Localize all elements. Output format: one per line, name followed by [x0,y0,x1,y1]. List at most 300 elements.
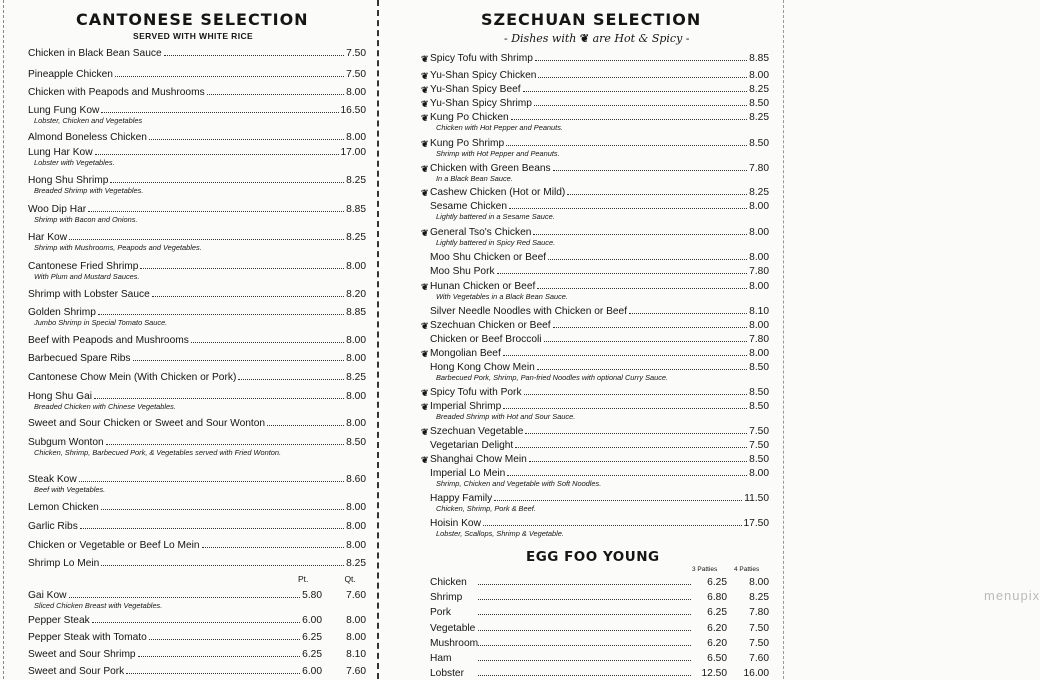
menu-item [28,288,366,301]
quart-price: 8.10 [346,649,366,660]
dot-leader [152,288,344,297]
item-description: Jumbo Shrimp in Special Tomato Sauce. [34,318,168,327]
dot-leader [110,174,344,183]
dot-leader [101,501,344,510]
item-name: Cantonese Fried Shrimp [28,261,139,272]
item-description: Lobster with Vegetables. [34,158,115,167]
dot-leader [478,652,691,661]
item-name: Garlic Ribs [28,521,78,532]
menu-item-row [28,131,366,144]
item-name: Kung Po Shrimp [430,138,505,149]
item-name: Hong Shu Gai [28,391,92,402]
pepper-icon: ❦ [421,427,429,437]
item-description: Lobster, Chicken and Vegetables [34,116,143,125]
menu-item-row [430,439,769,452]
item-price: 8.00 [346,335,366,346]
item-name: Moo Shu Pork [430,266,495,277]
dot-leader [537,280,747,289]
item-price: 7.80 [749,163,769,174]
dot-leader [80,520,344,529]
item-price: 8.25 [346,175,366,186]
item-name: Imperial Shrimp [430,401,502,412]
four-patties-label: 4 Patties [734,566,760,573]
cantonese-subtitle: SERVED WITH WHITE RICE [133,31,254,41]
dot-leader [511,111,747,120]
menu-item [421,137,769,158]
menu-item [421,319,769,332]
dot-leader [98,306,344,315]
item-name: Pork [430,607,451,619]
pint-quart-item [28,631,366,644]
pepper-icon: ❦ [421,188,429,198]
menu-item-row [430,425,769,438]
menu-item [430,492,769,513]
dot-leader [537,361,747,370]
menu-item [28,68,366,81]
item-name: Happy Family [430,493,493,504]
item-name: Sweet and Sour Shrimp [28,649,136,660]
dot-leader [191,334,344,343]
dot-leader [534,97,747,106]
egg-foo-young-row [430,667,769,680]
item-price: 8.00 [346,391,366,402]
three-patties-price: 6.25 [707,577,727,588]
four-patties-price: 7.50 [749,637,769,649]
left-page-edge [3,0,4,679]
item-price: 8.60 [346,474,366,485]
item-name: Barbecued Spare Ribs [28,353,131,364]
item-name: Spicy Tofu with Pork [430,387,522,398]
item-name: Woo Dip Har [28,204,87,215]
item-name: Sweet and Sour Pork [28,666,125,677]
item-name: Szechuan Chicken or Beef [430,320,551,331]
pepper-icon: ❦ [421,139,429,149]
menu-item [28,352,366,365]
three-patties-price: 6.20 [707,622,727,634]
menu-item-row [28,648,366,661]
menu-item [28,436,366,457]
four-patties-price: 7.50 [749,622,769,634]
pepper-icon: ❦ [579,32,590,45]
dot-leader [207,86,344,95]
item-name: Kung Po Chicken [430,112,509,123]
menu-item [28,104,366,125]
item-name: Chicken in Black Bean Sauce [28,48,162,59]
dot-leader [548,251,747,260]
egg-foo-young-row [430,637,769,650]
menu-item-row [28,614,366,627]
item-price: 8.25 [346,232,366,243]
item-name: Lobster [430,668,464,680]
menu-item [28,146,366,167]
dot-leader [567,186,747,195]
item-description: Breaded Shrimp with Vegetables. [34,186,144,195]
menu-item-row [28,47,366,60]
dot-leader [149,131,344,140]
item-name: Mushroom [430,637,479,649]
dot-leader [88,203,344,212]
item-price: 8.50 [749,387,769,398]
dot-leader [202,539,345,548]
item-description: Barbecued Pork, Shrimp, Pan-fried Noodles with optional Curry Sauce. [436,373,669,382]
item-description: With Plum and Mustard Sauces. [34,272,140,281]
egg-foo-young-row [430,591,769,604]
quart-price: 7.60 [346,666,366,677]
four-patties-price: 7.60 [749,653,769,664]
dot-leader [525,425,747,434]
item-description: Chicken, Shrimp, Pork & Beef. [436,504,536,513]
item-name: Ham [430,653,452,664]
item-name: Golden Shrimp [28,307,96,318]
watermark: menupix [984,588,1040,603]
three-patties-price: 12.50 [701,668,727,680]
menu-item [421,226,769,247]
item-price: 7.50 [749,440,769,451]
item-name: Imperial Lo Mein [430,468,506,479]
item-description: Shrimp with Hot Pepper and Peanuts. [436,149,560,158]
item-name: Sesame Chicken [430,201,508,212]
menu-item [421,186,769,199]
dot-leader [538,69,747,78]
item-price: 8.00 [749,320,769,331]
item-description: Breaded Shrimp with Hot and Sour Sauce. [436,412,576,421]
pepper-icon: ❦ [421,388,429,398]
item-price: 8.00 [346,521,366,532]
menu-item-row [430,347,769,360]
dot-leader [478,576,691,585]
pint-price: 5.80 [302,590,322,601]
menu-item [28,557,366,570]
item-price: 17.00 [340,147,366,158]
menu-item-row [430,319,769,332]
item-description: Shrimp, Chicken and Vegetable with Soft Noodles. [436,479,602,488]
item-description: Shrimp with Bacon and Onions. [34,215,138,224]
item-name: Vegetable [430,622,476,634]
menu-item [28,473,366,494]
menu-item-row [430,265,769,278]
dot-leader [79,473,344,482]
item-price: 8.25 [749,187,769,198]
item-name: Shanghai Chow Mein [430,454,527,465]
szechuan-subtitle-pre: - Dishes with [504,32,577,45]
item-price: 8.00 [346,418,366,429]
menu-item-row [430,333,769,346]
menu-item [430,200,769,221]
pint-label: Pt. [298,574,309,584]
menu-item [430,467,769,488]
item-name: Yu-Shan Spicy Chicken [430,70,537,81]
menu-item-row [28,417,366,430]
dot-leader [503,347,747,356]
menu-item [28,306,366,327]
szechuan-title: SZECHUAN SELECTION [481,10,702,29]
item-price: 7.80 [749,334,769,345]
menu-item [28,417,366,430]
quart-label: Qt. [344,574,356,584]
item-name: Cantonese Chow Mein (With Chicken or Pork) [28,372,237,383]
dot-leader [101,104,338,113]
item-price: 7.80 [749,266,769,277]
menu-item-row [28,520,366,533]
menu-item [28,47,366,60]
item-name: Hoisin Kow [430,518,481,529]
dot-leader [126,665,300,674]
dot-leader [238,371,344,380]
item-name: Shrimp [430,592,463,604]
menu-item [430,305,769,318]
item-name: Beef with Peapods and Mushrooms [28,335,189,346]
item-name: Hong Kong Chow Mein [430,362,535,373]
item-name: Cashew Chicken (Hot or Mild) [430,187,566,198]
menu-item-row [430,305,769,318]
item-price: 8.25 [749,112,769,123]
egg-foo-young-title: EGG FOO YOUNG [526,549,660,565]
pepper-icon: ❦ [421,54,429,64]
pint-price: 6.00 [302,666,322,677]
item-name: Gai Kow [28,590,67,601]
item-price: 8.00 [749,348,769,359]
item-name: Szechuan Vegetable [430,426,524,437]
menu-item [430,361,769,382]
item-price: 8.00 [346,261,366,272]
dot-leader [92,614,300,623]
item-price: 8.85 [346,204,366,215]
item-price: 8.00 [346,87,366,98]
pepper-icon: ❦ [421,402,429,412]
three-patties-label: 3 Patties [692,566,718,573]
dot-leader [478,637,691,646]
menu-item-row [28,352,366,365]
item-name: Silver Needle Noodles with Chicken or Beef [430,306,628,317]
dot-leader [553,319,748,328]
item-description: Chicken, Shrimp, Barbecued Pork, & Vegetables served with Fried Wonton. [34,448,282,457]
item-name: Pineapple Chicken [28,69,113,80]
item-price: 8.25 [346,558,366,569]
item-name: Sweet and Sour Chicken or Sweet and Sour Wonton [28,418,266,429]
item-price: 8.00 [749,468,769,479]
szechuan-subtitle-post: are Hot & Spicy - [592,32,690,45]
pepper-icon: ❦ [421,321,429,331]
pepper-icon: ❦ [421,113,429,123]
item-description: Lightly battered in Spicy Red Sauce. [436,238,556,247]
dot-leader [267,417,344,426]
menu-item [28,371,366,384]
dot-leader [507,467,747,476]
menu-item-row [28,539,366,552]
item-name: Mongolian Beef [430,348,501,359]
dot-leader [515,439,747,448]
item-name: General Tso's Chicken [430,227,532,238]
item-name: Hong Shu Shrimp [28,175,109,186]
item-name: Har Kow [28,232,68,243]
dot-leader [140,260,344,269]
item-price: 11.50 [744,493,769,504]
quart-price: 7.60 [346,590,366,601]
item-price: 17.50 [743,518,769,529]
menu-item-row [430,453,769,466]
menu-item-row [430,251,769,264]
pint-price: 6.00 [302,615,322,626]
item-price: 8.85 [749,53,769,64]
dot-leader [95,146,339,155]
item-price: 8.25 [346,372,366,383]
dot-leader [509,200,747,209]
quart-price: 8.00 [346,615,366,626]
item-name: Pepper Steak with Tomato [28,632,147,643]
item-price: 8.00 [346,540,366,551]
menu-item [28,203,366,224]
menu-item [28,174,366,195]
dot-leader [483,517,742,526]
cantonese-title: CANTONESE SELECTION [76,10,309,29]
menu-item [28,501,366,514]
szechuan-subtitle [504,32,690,45]
egg-foo-young-row [430,622,769,635]
item-description: With Vegetables in a Black Bean Sauce. [436,292,568,301]
dot-leader [553,162,748,171]
three-patties-price: 6.50 [707,653,727,664]
dot-leader [69,589,301,598]
menu-item-row [28,371,366,384]
menu-item-row [430,186,769,199]
menu-item [421,425,769,438]
four-patties-price: 7.80 [749,607,769,619]
dot-leader [478,622,691,631]
pepper-icon: ❦ [421,164,429,174]
item-name: Subgum Wonton [28,437,104,448]
pint-price: 6.25 [302,649,322,660]
item-price: 8.50 [749,401,769,412]
menu-item [28,231,366,252]
menu-item-row [28,288,366,301]
four-patties-price: 16.00 [743,668,769,680]
dot-leader [523,83,748,92]
three-patties-price: 6.25 [707,607,727,619]
menu-item [430,517,769,538]
dot-leader [101,557,344,566]
item-price: 8.00 [749,252,769,263]
menu-item [28,520,366,533]
pint-quart-item [28,648,366,661]
dot-leader [478,606,691,615]
dot-leader [164,47,345,56]
item-name: Shrimp with Lobster Sauce [28,289,150,300]
item-price: 8.50 [749,138,769,149]
pepper-icon: ❦ [421,71,429,81]
dot-leader [529,453,747,462]
dot-leader [106,436,344,445]
item-name: Chicken [430,577,467,588]
egg-foo-young-row [430,606,769,619]
item-name: Hunan Chicken or Beef [430,281,536,292]
dot-leader [535,52,747,61]
four-patties-price: 8.00 [749,577,769,588]
pint-quart-item [28,614,366,627]
menu-item-row [430,83,769,96]
three-patties-price: 6.20 [707,637,727,649]
item-price: 8.00 [346,132,366,143]
menu-item [421,280,769,301]
item-price: 8.85 [346,307,366,318]
dot-leader [494,492,742,501]
dot-leader [478,591,691,600]
menu-item [430,439,769,452]
item-price: 8.00 [749,201,769,212]
item-price: 7.50 [346,48,366,59]
dot-leader [533,226,747,235]
item-description: In a Black Bean Sauce. [436,174,513,183]
item-description: Beef with Vegetables. [34,485,106,494]
pint-price: 6.25 [302,632,322,643]
dot-leader [94,390,344,399]
menu-item-row [28,86,366,99]
pint-quart-header [298,574,356,584]
item-price: 16.50 [340,105,366,116]
three-patties-price: 6.80 [707,592,727,604]
item-name: Almond Boneless Chicken [28,132,147,143]
menu-item [28,334,366,347]
menu-item [430,251,769,264]
menu-item-row [28,557,366,570]
item-price: 8.50 [346,437,366,448]
item-price: 8.50 [749,362,769,373]
dot-leader [69,231,344,240]
dot-leader [478,667,691,676]
item-name: Lung Har Kow [28,147,93,158]
column-divider [377,0,379,679]
item-name: Yu-Shan Spicy Beef [430,84,521,95]
menu-item [28,260,366,281]
item-price: 8.50 [749,98,769,109]
menu-item-row [28,501,366,514]
item-price: 8.00 [749,227,769,238]
pepper-icon: ❦ [421,349,429,359]
item-name: Chicken or Beef Broccoli [430,334,542,345]
item-price: 7.50 [749,426,769,437]
menu-item [421,386,769,399]
item-price: 8.50 [749,454,769,465]
pepper-icon: ❦ [421,99,429,109]
menu-item [28,539,366,552]
menu-item [28,390,366,411]
item-name: Shrimp Lo Mein [28,558,100,569]
quart-price: 8.00 [346,632,366,643]
menu-item [421,52,769,65]
pepper-icon: ❦ [421,455,429,465]
dot-leader [629,305,747,314]
menu-item [421,453,769,466]
item-name: Chicken or Vegetable or Beef Lo Mein [28,540,200,551]
item-name: Moo Shu Chicken or Beef [430,252,547,263]
egg-foo-young-row [430,576,769,589]
item-price: 8.20 [346,289,366,300]
item-description: Sliced Chicken Breast with Vegetables. [34,601,163,610]
item-description: Lightly battered in a Sesame Sauce. [436,212,555,221]
four-patties-price: 8.25 [749,592,769,604]
dot-leader [149,631,300,640]
dot-leader [503,400,747,409]
dot-leader [133,352,345,361]
item-description: Shrimp with Mushrooms, Peapods and Vegetables. [34,243,202,252]
item-name: Spicy Tofu with Shrimp [430,53,533,64]
item-description: Breaded Chicken with Chinese Vegetables. [34,402,176,411]
menu-item [421,83,769,96]
egg-foo-young-row [430,652,769,665]
item-price: 8.10 [749,306,769,317]
menu-item-row [430,52,769,65]
item-name: Yu-Shan Spicy Shrimp [430,98,532,109]
item-price: 8.00 [749,281,769,292]
